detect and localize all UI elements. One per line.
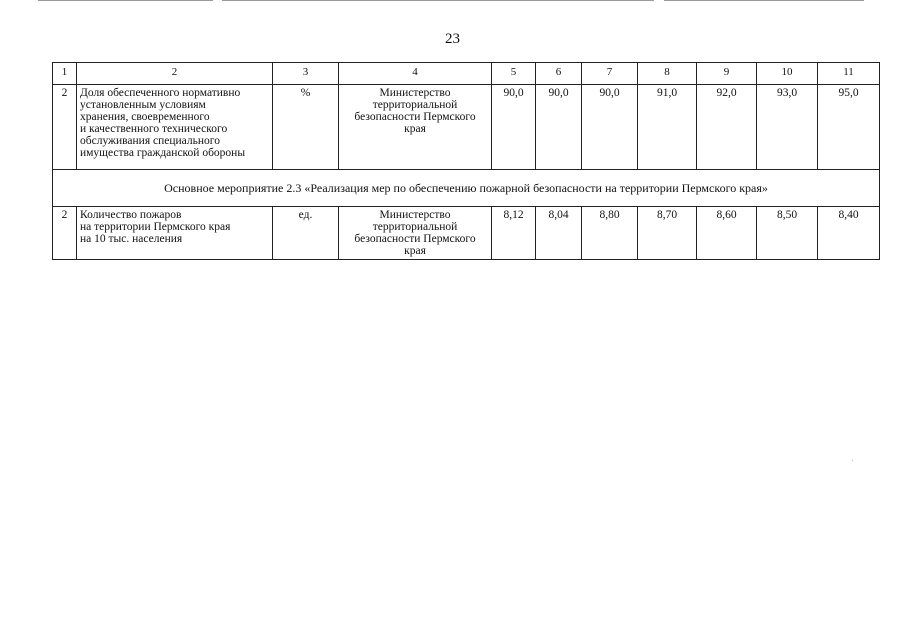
table-row (53, 207, 880, 260)
section-row (53, 170, 880, 207)
responsible-line: Министерство (379, 209, 451, 221)
column-number-cell: 2 (77, 63, 273, 85)
responsible-line: Министерство (379, 87, 451, 99)
scan-edge-line (664, 0, 864, 1)
indicator-name-line: на территории Пермского края (80, 221, 231, 233)
indicator-name-line: на 10 тыс. населения (80, 233, 183, 245)
value-cell: 90,0 (582, 85, 638, 170)
column-number-cell: 6 (536, 63, 582, 85)
table-row (53, 85, 880, 170)
value-cell: 8,60 (697, 207, 757, 260)
row-number: 2 (53, 207, 77, 260)
responsible-line: территориальной (372, 221, 458, 233)
value-cell: 90,0 (492, 85, 536, 170)
indicator-name-line: обслуживания специального (80, 135, 220, 147)
responsible-line: территориальной (372, 99, 458, 111)
indicator-name-line: установленным условиям (80, 99, 206, 111)
responsible-line: безопасности Пермского (354, 233, 476, 245)
scan-edge-line (222, 0, 654, 1)
column-number-row (53, 63, 880, 85)
column-number-cell: 10 (757, 63, 818, 85)
column-number-cell: 4 (339, 63, 492, 85)
column-number-cell: 1 (53, 63, 77, 85)
unit-cell: % (273, 85, 339, 170)
column-number-cell: 9 (697, 63, 757, 85)
row-number: 2 (53, 85, 77, 170)
value-cell: 90,0 (536, 85, 582, 170)
responsible-line: края (404, 245, 426, 257)
responsible-cell (339, 85, 492, 170)
value-cell: 93,0 (757, 85, 818, 170)
indicator-name (77, 207, 273, 260)
indicator-name-line: имущества гражданской обороны (80, 147, 246, 159)
responsible-line: безопасности Пермского (354, 111, 476, 123)
section-title: Основное мероприятие 2.3 «Реализация мер по обеспечению пожарной безопасности на территории Пермского края» (53, 170, 880, 207)
value-cell: 95,0 (818, 85, 880, 170)
indicator-name-line: хранения, своевременного (80, 111, 210, 123)
value-cell: 8,40 (818, 207, 880, 260)
responsible-line: края (404, 123, 426, 135)
column-number-cell: 11 (818, 63, 880, 85)
value-cell: 91,0 (638, 85, 697, 170)
responsible-cell (339, 207, 492, 260)
value-cell: 8,70 (638, 207, 697, 260)
value-cell: 8,80 (582, 207, 638, 260)
value-cell: 92,0 (697, 85, 757, 170)
column-number-cell: 5 (492, 63, 536, 85)
indicator-name-line: Доля обеспеченного нормативно (80, 87, 241, 99)
value-cell: 8,04 (536, 207, 582, 260)
unit-cell: ед. (273, 207, 339, 260)
scan-speck (852, 460, 853, 461)
column-number-cell: 3 (273, 63, 339, 85)
value-cell: 8,12 (492, 207, 536, 260)
column-number-cell: 7 (582, 63, 638, 85)
indicators-table (52, 62, 880, 260)
column-number-cell: 8 (638, 63, 697, 85)
indicator-name-line: и качественного технического (80, 123, 228, 135)
indicator-name-line: Количество пожаров (80, 209, 182, 221)
scan-edge-line (38, 0, 213, 1)
indicator-name (77, 85, 273, 170)
page-number: 23 (445, 31, 460, 47)
value-cell: 8,50 (757, 207, 818, 260)
